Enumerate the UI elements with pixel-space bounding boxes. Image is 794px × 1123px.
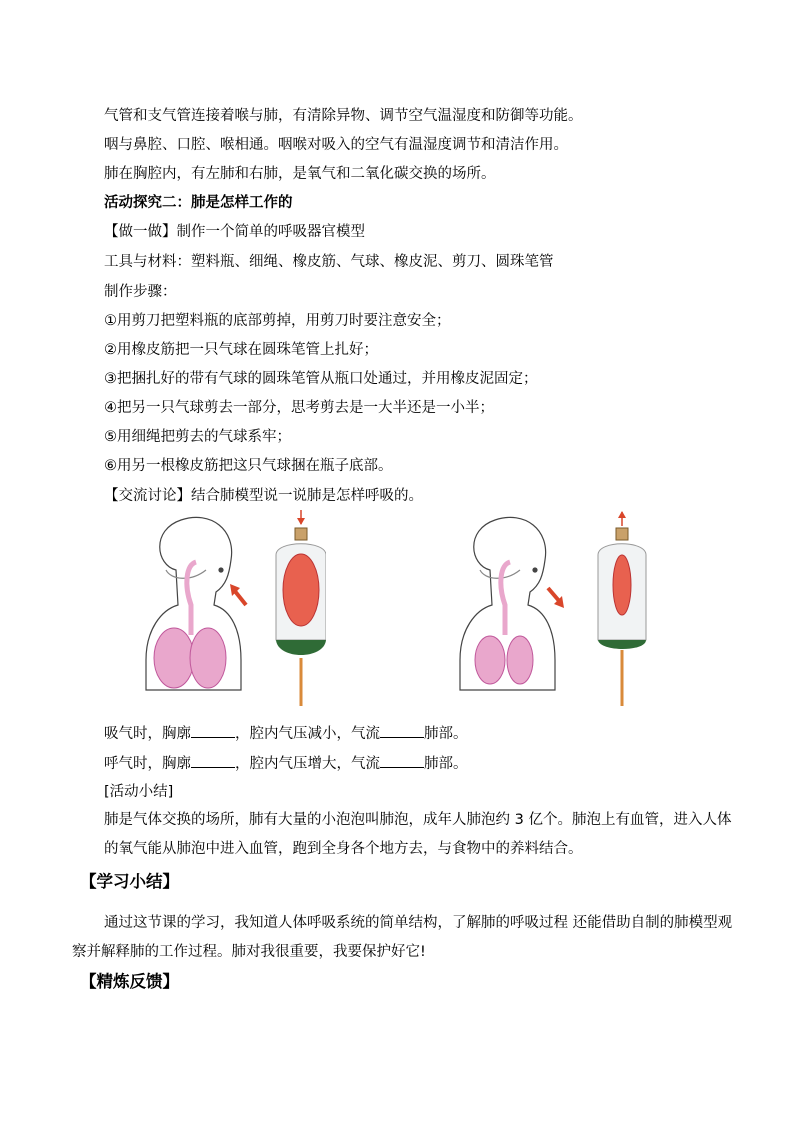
text-step-6: ⑥用另一根橡皮筋把这只气球捆在瓶子底部。: [104, 458, 393, 474]
inhale-figure: [136, 510, 326, 710]
text-tools: 工具与材料：塑料瓶、细绳、橡皮筋、气球、橡皮泥、剪刀、圆珠笔管: [104, 254, 554, 270]
exhale-blank-1[interactable]: [191, 752, 235, 768]
text-trachea: 气管和支气管连接着喉与肺，有清除异物、调节空气温湿度和防御等功能。: [104, 108, 583, 124]
text-discuss: 【交流讨论】结合肺模型说一说肺是怎样呼吸的。: [104, 488, 423, 504]
inhale-blank-2[interactable]: [380, 722, 424, 738]
exhale-balloon: [613, 555, 631, 615]
text-step-3: ③把捆扎好的带有气球的圆珠笔管从瓶口处通过，并用橡皮泥固定；: [104, 371, 538, 387]
exhale-right-lung: [507, 636, 533, 684]
exhale-bottle-model: [598, 511, 646, 706]
text-do-it: 【做一做】制作一个简单的呼吸器官模型: [104, 224, 365, 240]
exhale-left-lung: [475, 636, 505, 684]
feedback-title: 【精炼反馈】: [80, 972, 179, 991]
text-step-4: ④把另一只气球剪去一部分，思考剪去是一大半还是一小半；: [104, 400, 494, 416]
text-steps-title: 制作步骤：: [104, 284, 177, 300]
exhale-airway: [501, 562, 510, 635]
inhale-left-lung: [154, 628, 194, 688]
inhale-airway: [187, 562, 196, 635]
activity-summary-title: [活动小结]: [104, 784, 174, 800]
text-lungs: 肺在胸腔内，有左肺和右肺，是氧气和二氧化碳交换的场所。: [104, 166, 496, 182]
inhale-balloon: [283, 554, 319, 626]
text-pharynx: 咽与鼻腔、口腔、喉相通。咽喉对吸入的空气有温湿度调节和清洁作用。: [104, 137, 568, 153]
text-step-5: ⑤用细绳把剪去的气球系牢；: [104, 429, 291, 445]
inhale-arrow-icon: [234, 590, 246, 605]
learning-summary-text: 通过这节课的学习，我知道人体呼吸系统的简单结构，了解肺的呼吸过程 还能借助自制的肺模型观察并解释肺的工作过程。肺对我很重要，我要保护好它!: [72, 915, 733, 960]
exhale-question: 呼气时，胸廓 ，腔内气压增大，气流 肺部。: [104, 752, 468, 774]
text-step-2: ②用橡皮筋把一只气球在圆珠笔管上扎好；: [104, 342, 378, 358]
learning-summary-title: 【学习小结】: [80, 872, 179, 891]
inhale-bottle-model: [276, 510, 326, 706]
activity-summary-text: 肺是气体交换的场所，肺有大量的小泡泡叫肺泡，成年人肺泡约 3 亿个。肺泡上有血管，进入人体的氧气能从肺泡中进入血管，跑到全身各个地方去，与食物中的养料结合。: [104, 812, 732, 857]
exhale-figure: [450, 510, 650, 710]
exhale-blank-2[interactable]: [380, 752, 424, 768]
inhale-blank-1[interactable]: [191, 722, 235, 738]
inhale-question: 吸气时，胸廓 ，腔内气压减小，气流 肺部。: [104, 722, 468, 744]
heading-activity-2: 活动探究二：肺是怎样工作的: [104, 195, 293, 211]
inhale-right-lung: [190, 628, 226, 688]
text-step-1: ①用剪刀把塑料瓶的底部剪掉，用剪刀时要注意安全；: [104, 313, 451, 329]
